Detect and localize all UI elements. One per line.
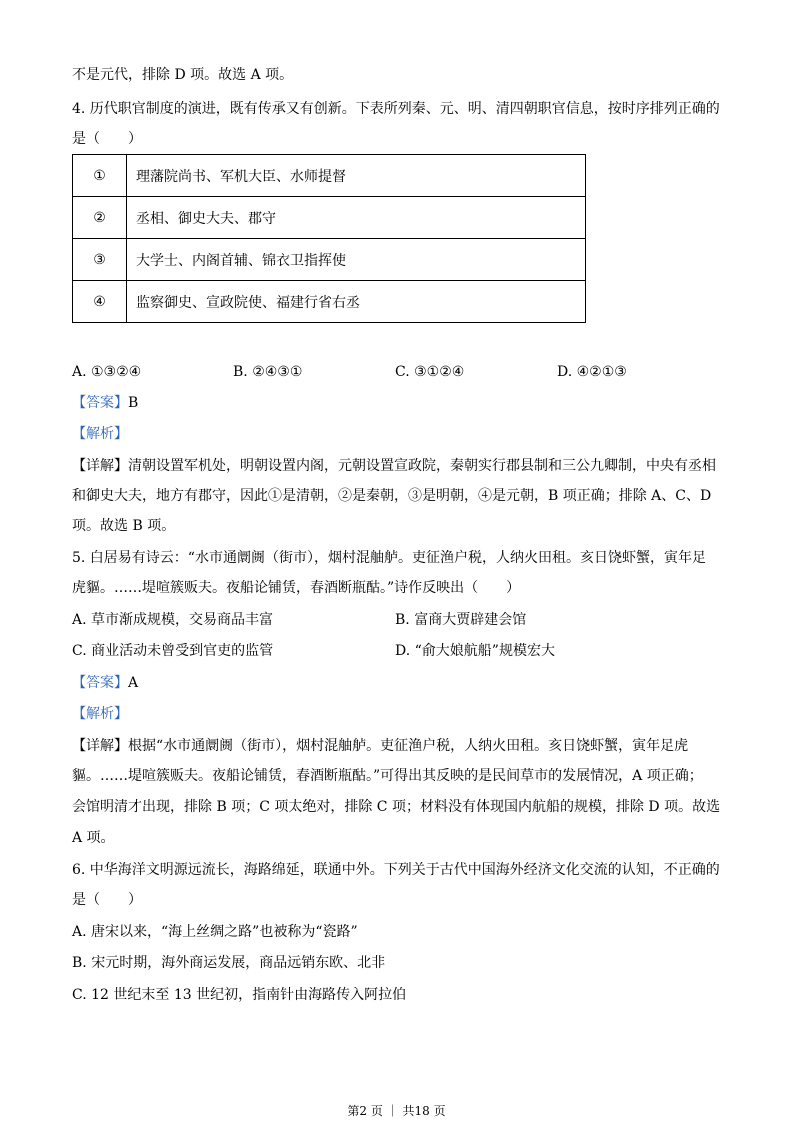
- analysis-tag: 【解析】: [72, 426, 128, 442]
- detail-line: 项。故选 B 项。: [72, 518, 176, 534]
- detail-line: [72, 736, 688, 756]
- official-titles-table: [72, 154, 586, 323]
- question-4-stem-cont: 是（ ）: [72, 131, 142, 147]
- text-line: 不是元代，排除 D 项。故选 A 项。: [72, 67, 294, 83]
- q6-option-b: B. 宋元时期，海外商运发展，商品远销东欧、北非: [72, 955, 386, 971]
- row-number: ②: [73, 197, 127, 239]
- row-number: ③: [73, 239, 127, 281]
- table-row: [73, 197, 586, 239]
- table-row: [73, 281, 586, 323]
- row-number: ④: [73, 281, 127, 323]
- row-text: 理藩院尚书、军机大臣、水师提督: [127, 155, 586, 197]
- page-footer: 第2 页 ｜ 共18 页: [347, 1104, 446, 1118]
- q4-option-a: A. ①③②④: [72, 364, 142, 380]
- question-5-stem-cont: 虎貙。……堤喧簇贩夫。夜船论铺赁，春酒断瓶酤。”诗作反映出（ ）: [72, 580, 521, 596]
- detail-line: 貙。……堤喧簇贩夫。夜船论铺赁，春酒断瓶酤。”可得出其反映的是民间草市的发展情况，A 项正确；: [72, 768, 703, 784]
- question-6-stem-cont: 是（ ）: [72, 892, 142, 908]
- answer-line: [72, 393, 138, 413]
- detail-tag: 【详解】: [72, 738, 128, 754]
- detail-text: 根据“水市通阛阓（街市），烟村混舳舻。吏征渔户税，人纳火田租。亥日饶虾蟹，寅年足虎: [128, 738, 689, 754]
- q5-option-d: D. “俞大娘航船”规模宏大: [395, 643, 555, 659]
- q5-option-c: C. 商业活动未曾受到官吏的监管: [72, 643, 274, 659]
- question-4-stem: 4. 历代职官制度的演进，既有传承又有创新。下表所列秦、元、明、清四朝职官信息，按时序排列正确的: [72, 101, 720, 117]
- detail-line: A 项。: [72, 830, 115, 846]
- detail-tag: 【详解】: [72, 458, 128, 474]
- q4-option-c: C. ③①②④: [395, 364, 465, 380]
- analysis-tag: 【解析】: [72, 706, 128, 722]
- answer-line: [72, 673, 138, 693]
- answer-value: B: [128, 395, 139, 411]
- table-row: [73, 155, 586, 197]
- q5-option-a: A. 草市渐成规模，交易商品丰富: [72, 612, 274, 628]
- q6-option-c: C. 12 世纪末至 13 世纪初，指南针由海路传入阿拉伯: [72, 987, 407, 1003]
- row-number: ①: [73, 155, 127, 197]
- question-6-stem: 6. 中华海洋文明源远流长，海路绵延，联通中外。下列关于古代中国海外经济文化交流的认知，不正确的: [72, 862, 720, 878]
- row-text: 监察御史、宣政院使、福建行省右丞: [127, 281, 586, 323]
- q4-option-b: B. ②④③①: [233, 364, 303, 380]
- detail-line: 会馆明清才出现，排除 B 项；C 项太绝对，排除 C 项；材料没有体现国内航船的规模，排除 D 项。故选: [72, 799, 721, 815]
- answer-tag: 【答案】: [72, 395, 128, 411]
- answer-tag: 【答案】: [72, 675, 128, 691]
- q6-option-a: A. 唐宋以来，“海上丝绸之路”也被称为“瓷路”: [72, 924, 358, 940]
- q4-option-d: D. ④②①③: [557, 364, 627, 380]
- row-text: 大学士、内阁首辅、锦衣卫指挥使: [127, 239, 586, 281]
- row-text: 丞相、御史大夫、郡守: [127, 197, 586, 239]
- detail-line: 和御史大夫，地方有郡守，因此①是清朝，②是秦朝，③是明朝，④是元朝，B 项正确；排除 A、C、D: [72, 488, 712, 504]
- question-5-stem: 5. 白居易有诗云：“水市通阛阓（街市），烟村混舳舻。吏征渔户税，人纳火田租。亥日饶虾蟹，寅年足: [72, 550, 706, 566]
- detail-text: 清朝设置军机处，明朝设置内阁，元朝设置宣政院，秦朝实行郡县制和三公九卿制，中央有丞相: [128, 458, 716, 474]
- q5-option-b: B. 富商大贾辟建会馆: [395, 612, 527, 628]
- table-row: [73, 239, 586, 281]
- detail-line: [72, 456, 716, 476]
- answer-value: A: [128, 675, 139, 691]
